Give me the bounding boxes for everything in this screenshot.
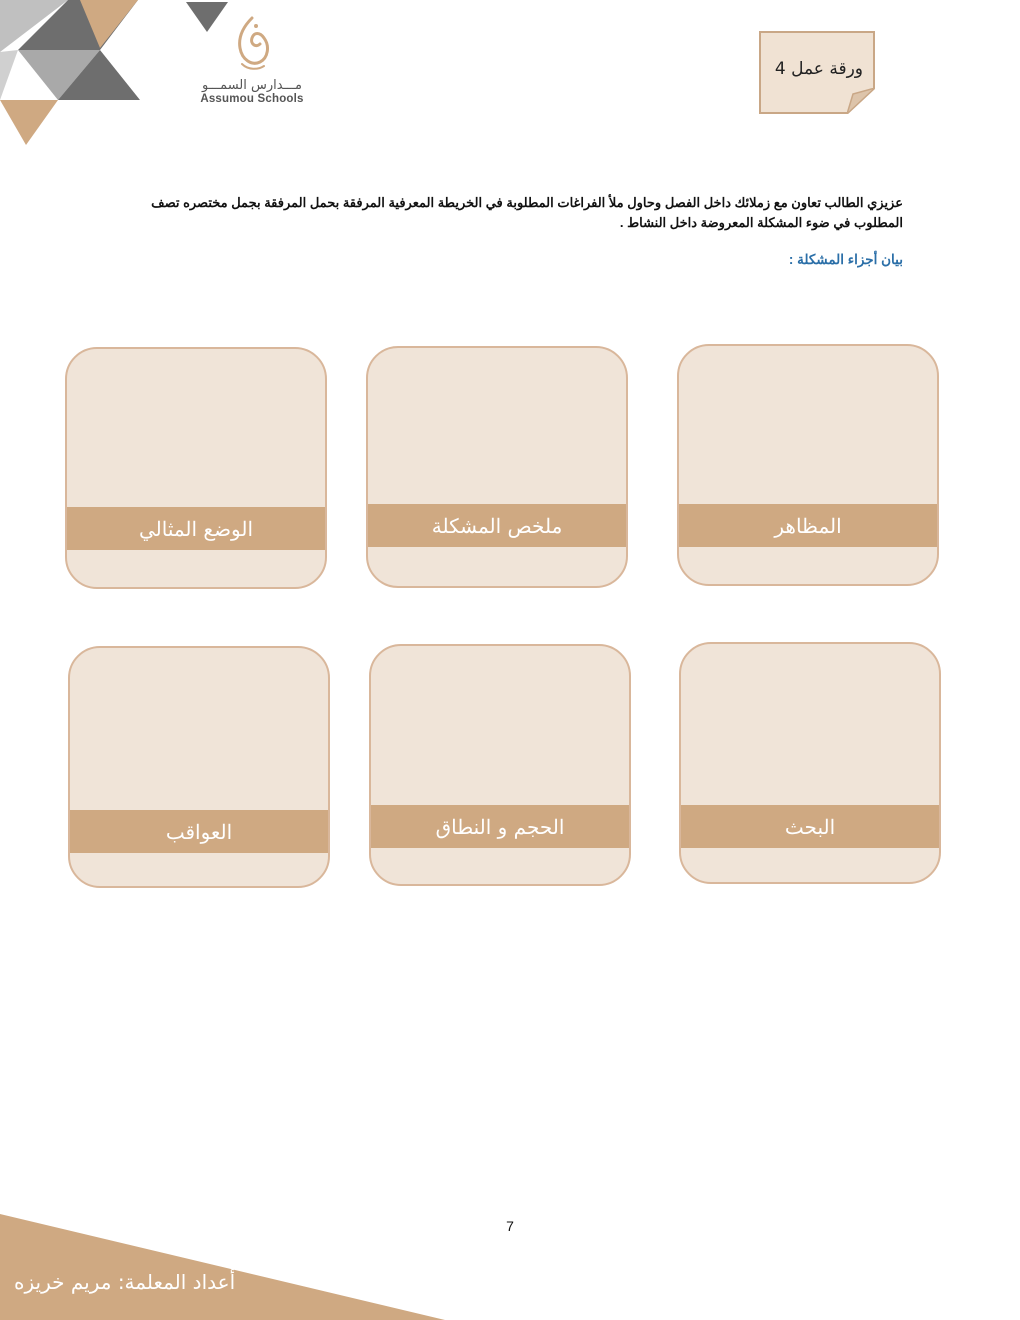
- school-logo: [200, 14, 304, 105]
- instruction-paragraph: عزيزي الطالب تعاون مع زملائك داخل الفصل وحاول ملأ الفراغات المطلوبة في الخريطة المعرفية المرفقة بحمل المرفقة بجمل مختصره تصف المطلوب في ضوء المشكلة المعروضة داخل النشاط .: [151, 195, 903, 230]
- box-label-appearances: المظاهر: [679, 504, 937, 547]
- footer-credit: أعداد المعلمة: مريم خريزه: [14, 1270, 236, 1294]
- logo-emblem-icon: [230, 14, 274, 72]
- logo-arabic-text: مـــدارس السمـــو: [202, 78, 302, 93]
- footer-decoration: [0, 1210, 460, 1320]
- page-number: 7: [506, 1218, 514, 1234]
- box-problem-summary[interactable]: [366, 346, 628, 588]
- box-ideal-situation[interactable]: [65, 347, 327, 589]
- box-label-problem-summary: ملخص المشكلة: [368, 504, 626, 547]
- section-subheading: بيان أجزاء المشكلة :: [788, 252, 903, 267]
- box-label-consequences: العواقب: [70, 810, 328, 853]
- box-appearances[interactable]: [677, 344, 939, 586]
- box-consequences[interactable]: [68, 646, 330, 888]
- worksheet-title-card: [759, 31, 875, 114]
- page-curl-icon: [847, 88, 875, 114]
- worksheet-title: ورقة عمل 4: [774, 59, 863, 79]
- box-size-scope[interactable]: [369, 644, 631, 886]
- logo-english-text: Assumou Schools: [200, 93, 304, 105]
- box-research[interactable]: [679, 642, 941, 884]
- box-label-size-scope: الحجم و النطاق: [371, 805, 629, 848]
- box-label-research: البحث: [681, 805, 939, 848]
- box-label-ideal-situation: الوضع المثالي: [67, 507, 325, 550]
